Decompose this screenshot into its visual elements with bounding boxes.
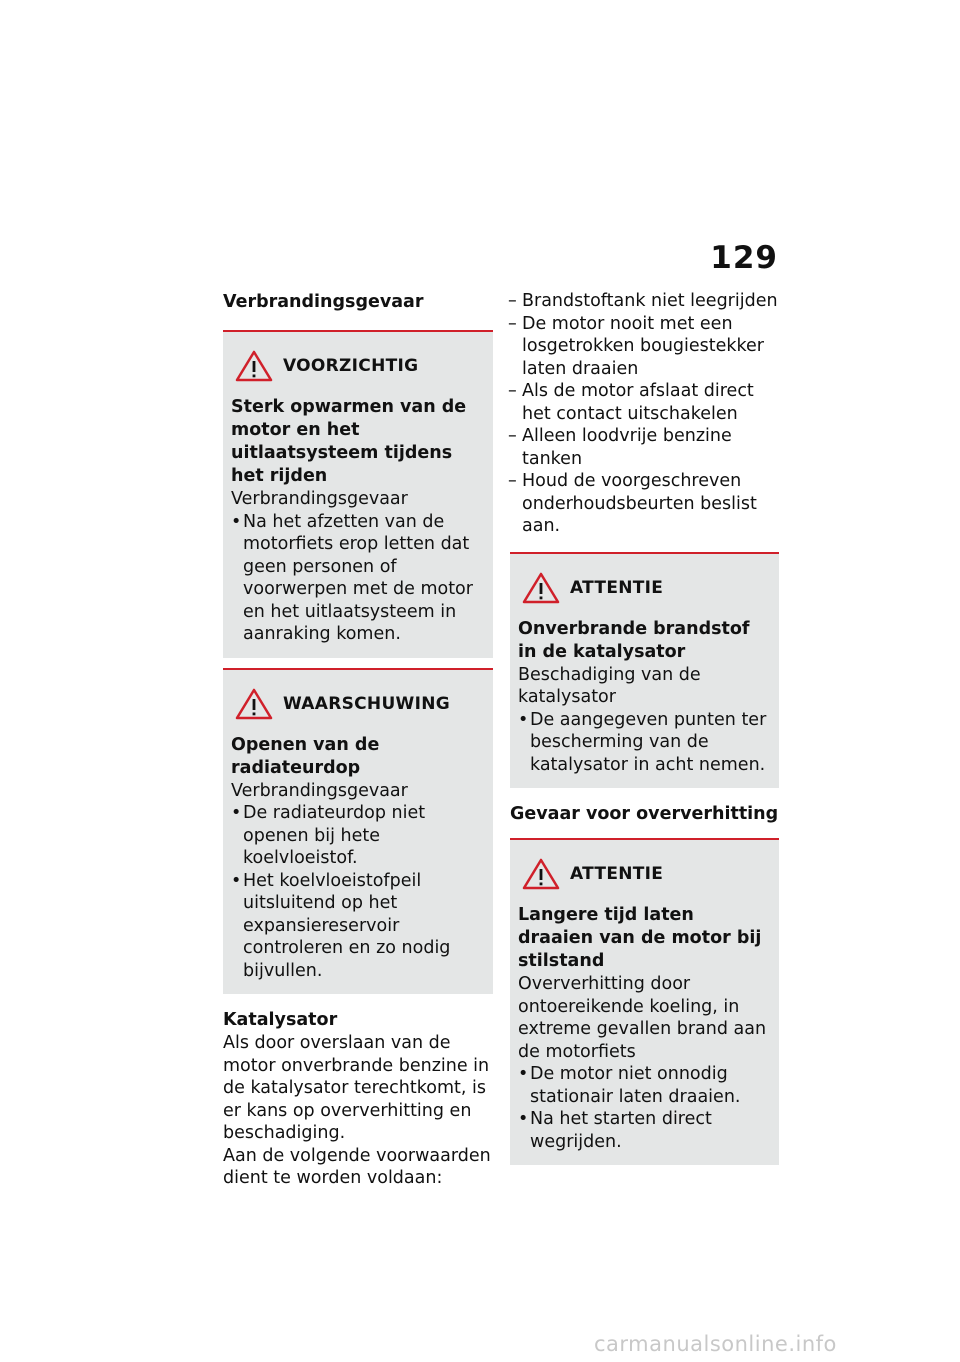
left-column — [223, 290, 493, 1190]
caution-box — [223, 330, 493, 658]
list-item: • Na het starten direct wegrijden. — [518, 1108, 771, 1153]
section-heading-oververhitting: Gevaar voor oververhitting — [510, 804, 779, 824]
attention-box-title — [518, 572, 771, 604]
caution-text: Verbrandingsgevaar — [231, 489, 408, 509]
list-item: • Het koelvloeistofpeil uitsluitend op het expansiereservoir controleren en zo nodig bijvullen. — [231, 870, 485, 983]
attention-box-catalyst — [510, 552, 779, 789]
attention-label: ATTENTIE — [570, 577, 664, 598]
caution-subject: Sterk opwarmen van de motor en het uitlaatsysteem tijdens het rijden — [231, 397, 467, 486]
caution-label: VOORZICHTIG — [283, 356, 419, 376]
list-item: • De radiateurdop niet openen bij hete koelvloeistof. — [231, 802, 485, 870]
attention-text: Beschadiging van de katalysator — [518, 664, 701, 707]
warning-triangle-icon — [522, 858, 560, 890]
warning-triangle-icon — [235, 688, 273, 720]
list-item: – Houd de voorgeschreven onderhoudsbeurten beslist aan. — [510, 470, 779, 538]
list-item: • De aangegeven punten ter bescherming van de katalysator in acht nemen. — [518, 709, 771, 777]
list-item: – De motor nooit met een losgetrokken bougiestekker laten draaien — [510, 313, 779, 381]
section-heading-katalysator: Katalysator — [223, 1010, 338, 1030]
warning-triangle-icon — [235, 350, 273, 382]
attention-box-overheating — [510, 838, 779, 1165]
warning-text: Verbrandingsgevaar — [231, 780, 408, 801]
paragraph: Aan de volgende voorwaarden dient te worden voldaan: — [223, 1145, 491, 1188]
list-item: – Brandstoftank niet leegrijden — [510, 290, 779, 313]
list-item: – Alleen loodvrije benzine tanken — [510, 425, 779, 470]
attention-subject: Langere tijd laten draaien van de motor bij stilstand — [518, 905, 762, 971]
warning-box-title — [231, 688, 485, 720]
warning-subject: Openen van de radiateurdop — [231, 734, 380, 778]
attention-box-title — [518, 858, 771, 890]
list-item: • Na het afzetten van de motorfiets erop letten dat geen personen of voorwerpen met de motor en het uitlaatsysteem in aanraking komen. — [231, 511, 485, 646]
attention-text: Oververhitting door ontoereikende koeling, in extreme gevallen brand aan de motorfiets — [518, 974, 767, 1062]
warning-label: WAARSCHUWING — [283, 693, 451, 714]
page-number: 129 — [710, 240, 778, 276]
attention-subject: Onverbrande brandstof in de katalysator — [518, 618, 750, 662]
caution-box-title — [231, 350, 485, 382]
list-item: – Als de motor afslaat direct het contact uitschakelen — [510, 380, 779, 425]
section-heading-verbrandingsgevaar: Verbrandingsgevaar — [223, 292, 424, 312]
list-item: • De motor niet onnodig stationair laten draaien. — [518, 1063, 771, 1108]
paragraph: Als door overslaan van de motor onverbrande benzine in de katalysator terechtkomt, is er kans op oververhitting en beschadiging. — [223, 1033, 490, 1143]
warning-box — [223, 668, 493, 995]
right-column — [510, 290, 779, 1165]
watermark: carmanualsonline.info — [594, 1332, 837, 1356]
attention-label: ATTENTIE — [570, 864, 664, 884]
warning-triangle-icon — [522, 572, 560, 604]
